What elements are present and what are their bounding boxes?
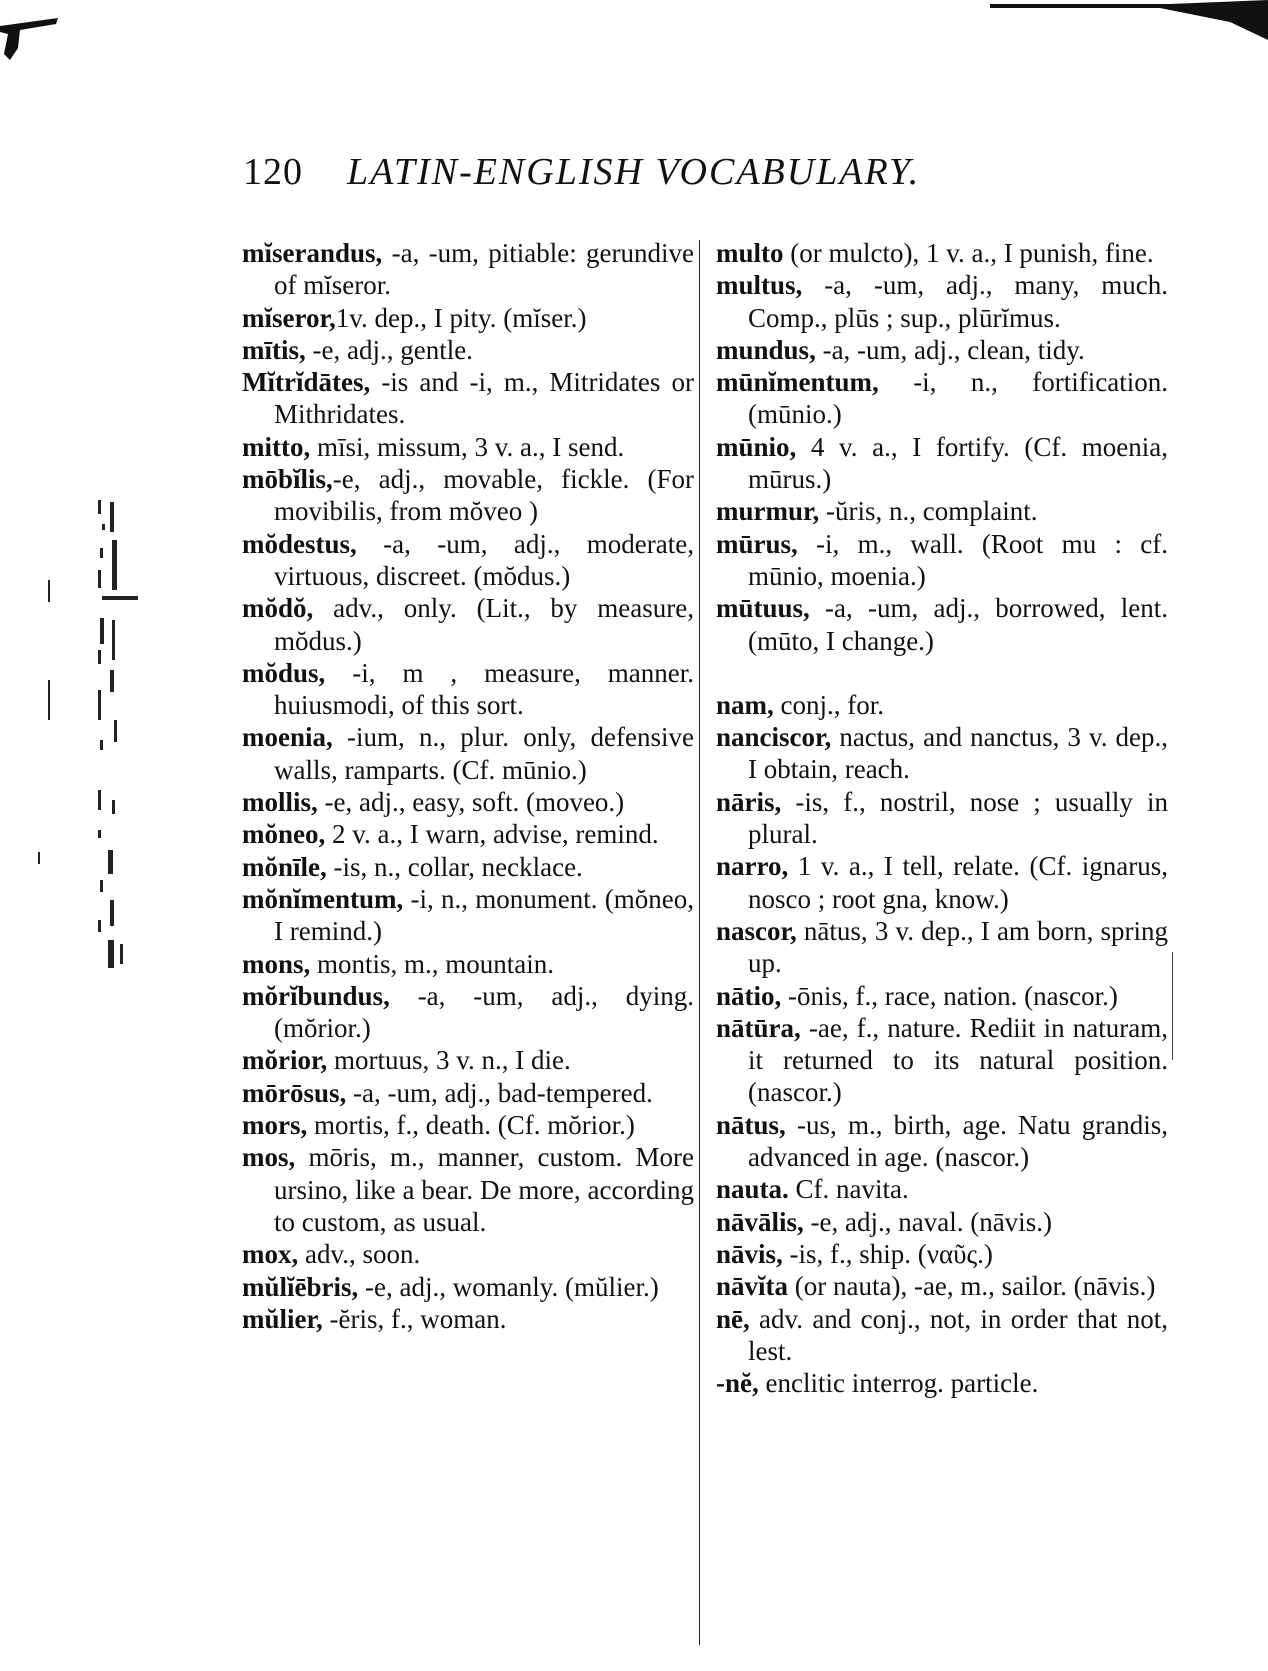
entry-definition: -i, m , measure, manner. huiusmodi, of this sort. <box>274 657 694 721</box>
entry-definition: -us, m., birth, age. Natu grandis, advanced in age. (nascor.) <box>748 1109 1168 1173</box>
entry-headword: mŏrĭbundus, <box>242 980 390 1011</box>
entry-headword: mos, <box>242 1142 296 1173</box>
dictionary-entry <box>242 980 694 1045</box>
dictionary-entry <box>242 883 694 948</box>
entry-definition: -is, f., nostril, nose ; usually in plural. <box>748 786 1168 850</box>
dictionary-entry <box>716 1173 1168 1205</box>
entry-definition: -a, -um, adj., bad-tempered. <box>346 1077 653 1108</box>
entry-headword: mors, <box>242 1110 308 1141</box>
entry-headword: mŏnĭmentum, <box>242 883 404 914</box>
dictionary-entry <box>242 431 694 463</box>
entry-definition: 1 v. a., I tell, relate. (Cf. ignarus, nosco ; root gna, know.) <box>748 851 1168 914</box>
entry-definition: -ium, n., plur. only, defensive walls, ramparts. (Cf. mūnio.) <box>274 722 694 785</box>
entry-definition: (or nauta), -ae, m., sailor. (nāvis.) <box>788 1271 1156 1302</box>
left-column <box>242 237 694 1335</box>
dictionary-entry <box>716 592 1168 657</box>
entry-headword: nāvĭta <box>716 1271 789 1302</box>
entry-headword: nascor, <box>716 915 797 946</box>
dictionary-entry <box>242 851 694 883</box>
dictionary-entry <box>242 592 694 657</box>
entry-headword: nam, <box>716 689 774 720</box>
entry-definition: adv., only. (Lit., by measure, mŏdus.) <box>274 593 694 656</box>
dictionary-entry <box>242 657 694 722</box>
dictionary-entry <box>242 302 694 334</box>
dictionary-entry <box>716 1012 1168 1109</box>
entry-headword: -nĕ, <box>716 1368 759 1399</box>
entry-definition: -e, adj., movable, fickle. (For movibilis, from mŏveo ) <box>274 464 694 527</box>
entry-headword: mŏdestus, <box>242 528 357 559</box>
entry-definition: -e, adj., womanly. (mŭlier.) <box>358 1271 659 1302</box>
dictionary-entry <box>716 1367 1168 1399</box>
entry-definition: -a, -um, pitiable: gerundive of mĭseror. <box>274 238 694 301</box>
page-title: LATIN-ENGLISH VOCABULARY. <box>347 151 921 193</box>
entry-definition: mortuus, 3 v. n., I die. <box>327 1045 571 1076</box>
dictionary-entry <box>716 334 1168 366</box>
entry-definition: -e, adj., easy, soft. (moveo.) <box>317 787 625 818</box>
entry-definition: -is and -i, m., Mitridates or Mithridates. <box>274 367 694 430</box>
dictionary-entry <box>242 334 694 366</box>
entry-definition: conj., for. <box>773 689 884 720</box>
right-edge-mark <box>1172 952 1173 1060</box>
entry-headword: nē, <box>716 1303 750 1334</box>
dictionary-entry <box>716 721 1168 786</box>
scan-margin-bleed <box>38 500 148 1020</box>
entry-definition: -is, f., ship. (ναῦς.) <box>782 1238 993 1269</box>
entry-definition: 2 v. a., I warn, advise, remind. <box>325 819 659 850</box>
entry-headword: mundus, <box>716 334 816 365</box>
scan-top-edge-mark <box>990 0 1268 40</box>
entry-headword: nāris, <box>716 786 782 817</box>
dictionary-entry <box>242 1238 694 1270</box>
entry-headword: multo <box>716 238 784 268</box>
dictionary-entry <box>716 689 1168 721</box>
entry-definition: -a, -um, adj., dying. (mŏrior.) <box>274 980 694 1044</box>
dictionary-entry <box>242 463 694 528</box>
entry-definition: nactus, and nanctus, 3 v. dep., I obtain, reach. <box>748 722 1168 785</box>
entry-definition: -ĕris, f., woman. <box>322 1303 507 1334</box>
dictionary-entry <box>242 237 694 302</box>
dictionary-entry <box>716 1238 1168 1270</box>
entry-headword: mŏnīle, <box>242 851 327 882</box>
entry-headword: mŏdus, <box>242 657 326 688</box>
dictionary-entry <box>716 237 1168 269</box>
letter-section-gap <box>716 657 1168 689</box>
entry-definition: enclitic interrog. particle. <box>758 1368 1039 1399</box>
right-column <box>716 237 1168 1399</box>
entry-headword: mollis, <box>242 787 318 818</box>
entry-headword: mĭserandus, <box>242 238 383 268</box>
dictionary-entry <box>716 269 1168 334</box>
dictionary-entry <box>716 850 1168 915</box>
entry-headword: multus, <box>716 270 803 301</box>
entry-definition: Cf. navita. <box>788 1174 909 1205</box>
entry-headword: nātus, <box>716 1109 786 1140</box>
column-divider <box>699 240 700 1645</box>
entry-headword: narro, <box>716 851 789 882</box>
dictionary-entry <box>242 721 694 786</box>
entry-definition: -a, -um, adj., moderate, virtuous, discreet. (mŏdus.) <box>274 528 694 591</box>
dictionary-entry <box>716 495 1168 527</box>
entry-definition: mīsi, missum, 3 v. a., I send. <box>310 431 625 462</box>
entry-headword: nāvis, <box>716 1238 783 1269</box>
dictionary-entry <box>716 1270 1168 1302</box>
entry-headword: mĭseror, <box>242 302 336 333</box>
dictionary-entry <box>242 528 694 593</box>
entry-headword: moenia, <box>242 722 333 753</box>
entry-definition: 4 v. a., I fortify. (Cf. moenia, mūrus.) <box>748 431 1168 495</box>
entry-headword: mītis, <box>242 334 306 365</box>
entry-headword: mūtuus, <box>716 593 810 624</box>
dictionary-entry <box>716 1206 1168 1238</box>
page-number: 120 <box>243 151 303 193</box>
dictionary-entry <box>242 1044 694 1076</box>
entry-headword: nātio, <box>716 980 782 1011</box>
entry-headword: nanciscor, <box>716 722 832 753</box>
entry-headword: mŏneo, <box>242 819 326 850</box>
dictionary-entry <box>716 1109 1168 1174</box>
entry-headword: mitto, <box>242 431 311 462</box>
entry-headword: mŏrior, <box>242 1045 328 1076</box>
entry-headword: mūnio, <box>716 431 797 462</box>
entry-definition: -ōnis, f., race, nation. (nascor.) <box>781 980 1118 1011</box>
entry-definition: adv., soon. <box>298 1239 421 1270</box>
entry-headword: murmur, <box>716 496 820 527</box>
scan-corner-mark <box>0 18 64 60</box>
entry-headword: mōbĭlis, <box>242 464 333 495</box>
entry-headword: mŏdŏ, <box>242 593 314 624</box>
dictionary-entry <box>242 786 694 818</box>
dictionary-entry <box>242 1109 694 1141</box>
dictionary-entry <box>242 366 694 431</box>
dictionary-entry <box>716 431 1168 496</box>
entry-headword: mūrus, <box>716 528 798 559</box>
entry-definition: 1v. dep., I pity. (mĭser.) <box>335 302 587 333</box>
entry-definition: mōris, m., manner, custom. More ursino, like a bear. De more, according to custom, as usual. <box>274 1142 694 1237</box>
entry-definition: -ŭris, n., complaint. <box>819 496 1038 527</box>
entry-definition: -a, -um, adj., clean, tidy. <box>815 334 1085 365</box>
entry-definition: (or mulcto), 1 v. a., I punish, fine. <box>783 238 1154 268</box>
entry-definition: -i, m., wall. (Root mu : cf. mūnio, moenia.) <box>748 528 1168 591</box>
dictionary-entry <box>242 1077 694 1109</box>
entry-headword: mōrōsus, <box>242 1077 347 1108</box>
entry-headword: nauta. <box>716 1174 789 1205</box>
entry-definition: -a, -um, adj., many, much. Comp., plūs ; sup., plūrĭmus. <box>748 270 1168 333</box>
entry-definition: -i, n., monument. (mŏneo, I remind.) <box>274 883 694 947</box>
dictionary-entry <box>242 1141 694 1238</box>
entry-headword: mŭlier, <box>242 1303 323 1334</box>
entry-definition: nātus, 3 v. dep., I am born, spring up. <box>748 915 1168 979</box>
running-head <box>243 150 1063 194</box>
entry-headword: nāvālis, <box>716 1206 804 1237</box>
dictionary-entry <box>716 980 1168 1012</box>
dictionary-entry <box>242 1303 694 1335</box>
entry-headword: mūnĭmentum, <box>716 367 879 398</box>
dictionary-entry <box>716 915 1168 980</box>
entry-headword: mŭlĭēbris, <box>242 1271 359 1302</box>
dictionary-entry <box>716 1303 1168 1368</box>
entry-definition: -a, -um, adj., borrowed, lent. (mūto, I change.) <box>748 593 1168 656</box>
entry-definition: -is, n., collar, necklace. <box>326 851 583 882</box>
entry-definition: mortis, f., death. (Cf. mŏrior.) <box>307 1110 635 1141</box>
entry-definition: -e, adj., naval. (nāvis.) <box>803 1206 1052 1237</box>
entry-headword: mons, <box>242 948 311 979</box>
entry-headword: mox, <box>242 1239 299 1270</box>
entry-definition: montis, m., mountain. <box>310 948 555 979</box>
entry-headword: nātūra, <box>716 1012 801 1043</box>
dictionary-entry <box>242 1271 694 1303</box>
entry-definition: -e, adj., gentle. <box>305 334 473 365</box>
entry-definition: -i, n., fortification. (mūnio.) <box>748 367 1168 430</box>
dictionary-entry <box>716 786 1168 851</box>
entry-definition: adv. and conj., not, in order that not, lest. <box>748 1303 1168 1366</box>
dictionary-entry <box>716 528 1168 593</box>
entry-headword: Mĭtrĭdātes, <box>242 367 371 398</box>
dictionary-entry <box>242 948 694 980</box>
entry-definition: -ae, f., nature. Rediit in naturam, it returned to its natural position. (nascor.) <box>748 1012 1168 1108</box>
dictionary-entry <box>242 818 694 850</box>
dictionary-entry <box>716 366 1168 431</box>
